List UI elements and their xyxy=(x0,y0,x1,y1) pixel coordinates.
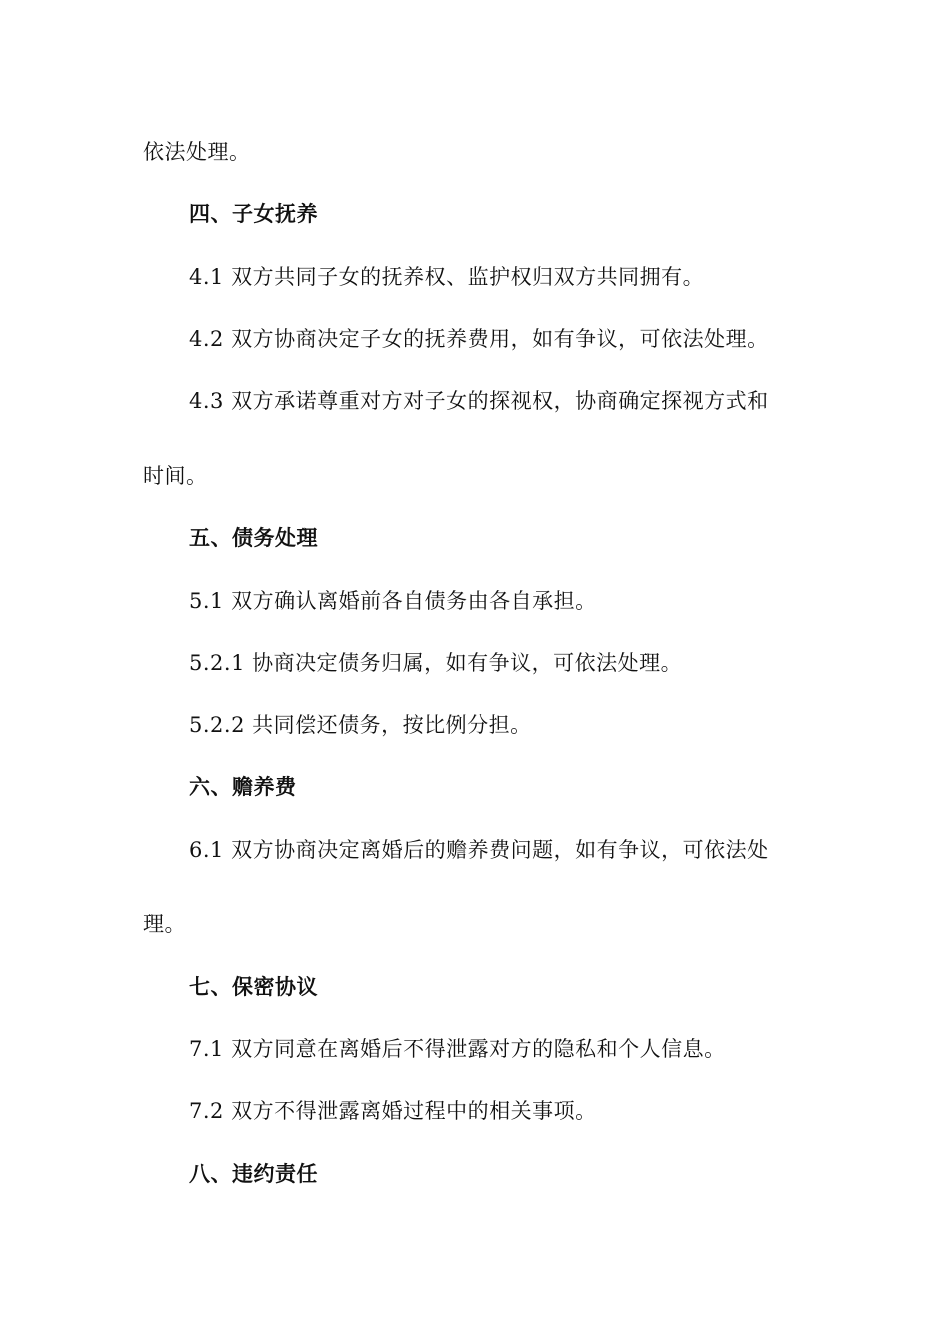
clause-4-1: 4.1 双方共同子女的抚养权、监护权归双方共同拥有。 xyxy=(189,265,705,289)
section-heading-alimony: 六、赡养费 xyxy=(189,775,297,799)
clause-6-1-continuation: 理。 xyxy=(143,912,186,936)
clause-7-2: 7.2 双方不得泄露离婚过程中的相关事项。 xyxy=(189,1099,597,1123)
section-heading-debt: 五、债务处理 xyxy=(189,526,318,550)
clause-5-1: 5.1 双方确认离婚前各自债务由各自承担。 xyxy=(189,589,597,613)
clause-6-1: 6.1 双方协商决定离婚后的赡养费问题，如有争议，可依法处 xyxy=(189,838,769,862)
section-heading-breach-liability: 八、违约责任 xyxy=(189,1162,318,1186)
clause-7-1: 7.1 双方同意在离婚后不得泄露对方的隐私和个人信息。 xyxy=(189,1037,726,1061)
clause-5-2-1: 5.2.1 协商决定债务归属，如有争议，可依法处理。 xyxy=(189,651,683,675)
clause-5-2-2: 5.2.2 共同偿还债务，按比例分担。 xyxy=(189,713,532,737)
clause-4-2: 4.2 双方协商决定子女的抚养费用，如有争议，可依法处理。 xyxy=(189,327,769,351)
section-heading-confidentiality: 七、保密协议 xyxy=(189,975,318,999)
clause-4-3-continuation: 时间。 xyxy=(143,464,208,488)
paragraph-continuation: 依法处理。 xyxy=(143,140,251,164)
clause-4-3: 4.3 双方承诺尊重对方对子女的探视权，协商确定探视方式和 xyxy=(189,389,769,413)
section-heading-child-custody: 四、子女抚养 xyxy=(189,202,318,226)
